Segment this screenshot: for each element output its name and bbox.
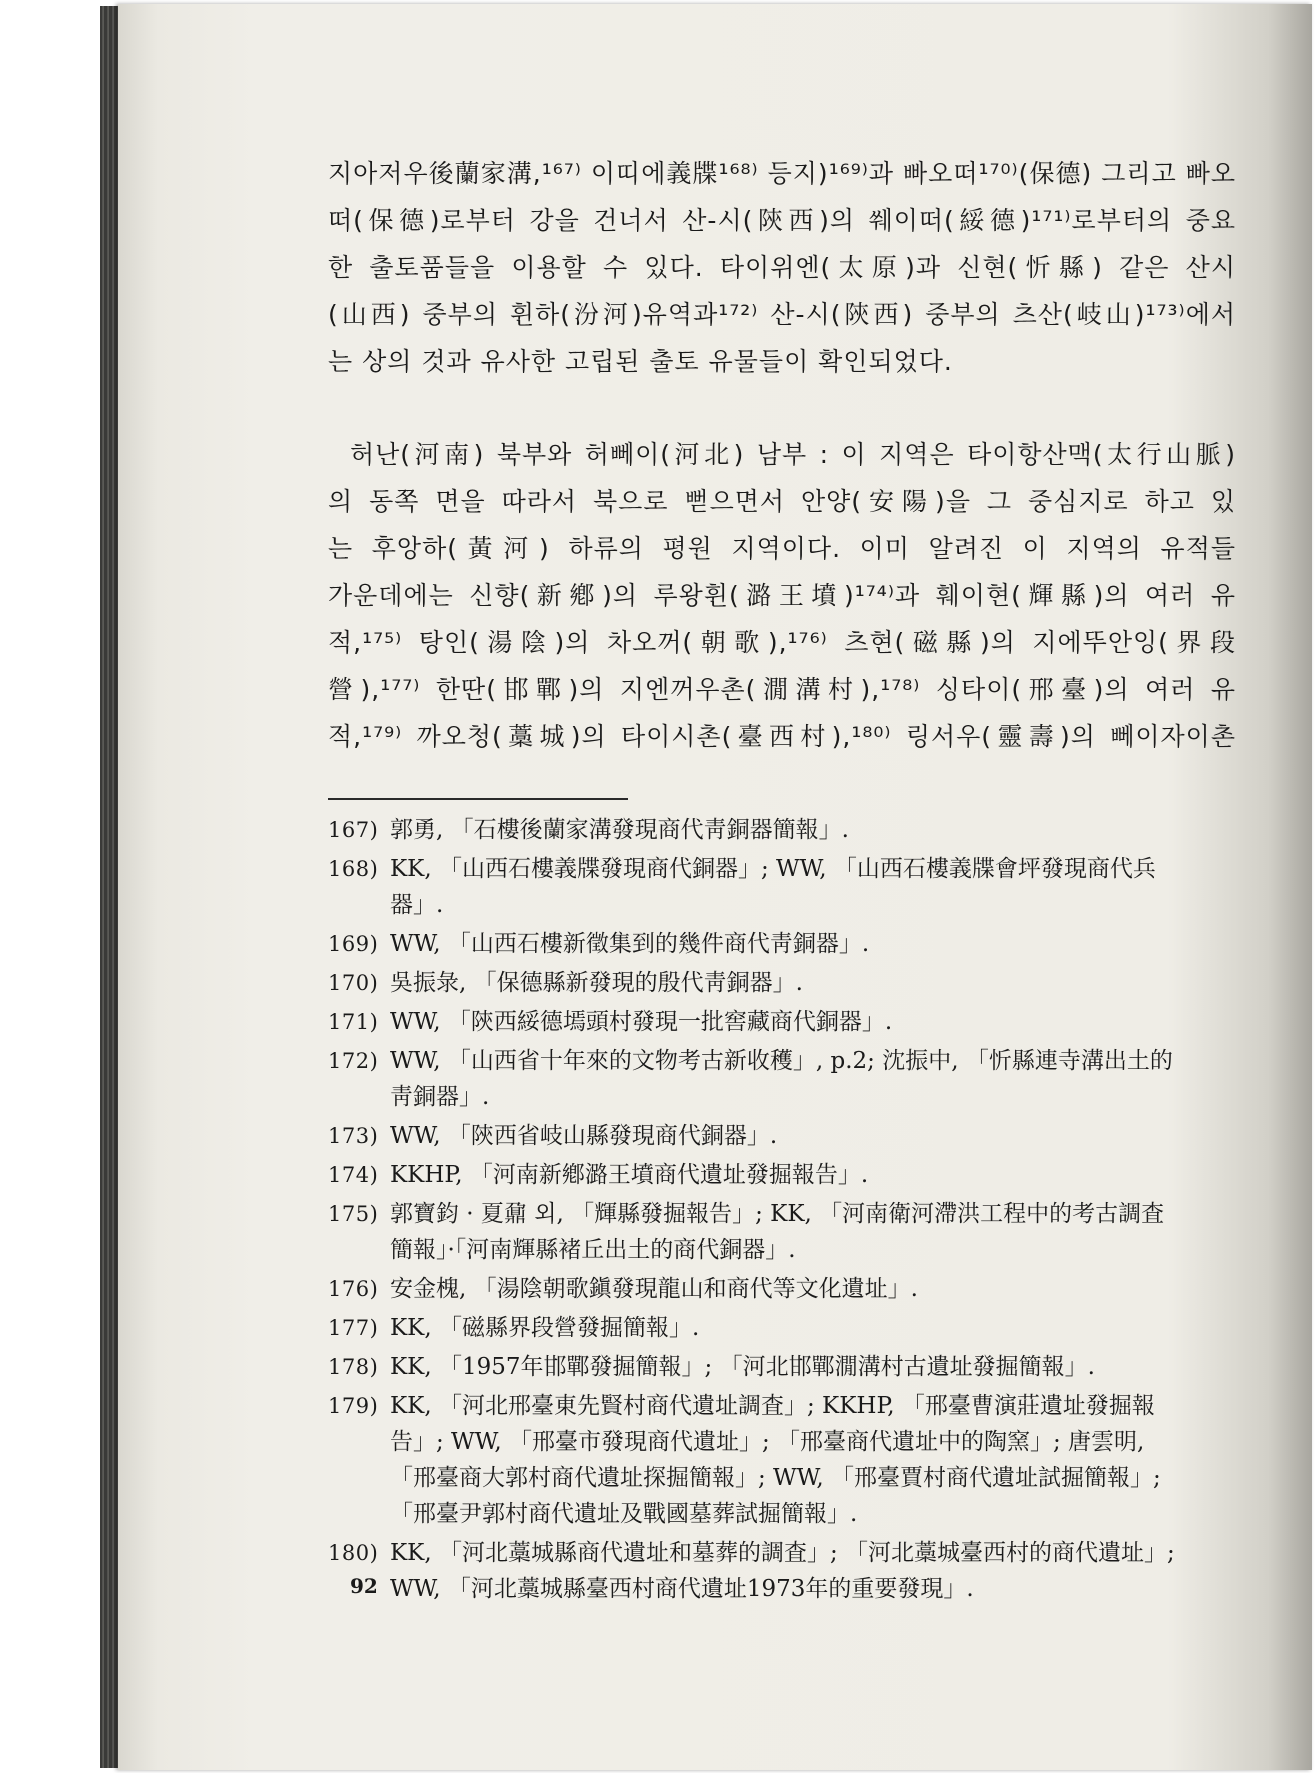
text-line: 는 상의 것과 유사한 고립된 출토 유물들이 확인되었다. <box>328 347 953 376</box>
footnote <box>328 812 1236 848</box>
footnote <box>328 851 1236 923</box>
footnote-text-line: KKHP, 「河南新鄕潞王墳商代遺址發掘報告」. <box>390 1162 869 1188</box>
footnote-text-line: KK, 「磁縣界段營發掘簡報」. <box>390 1315 700 1341</box>
footnote-text-line: 「邢臺商大郭村商代遺址探掘簡報」; WW, 「邢臺賈村商代遺址試掘簡報」; <box>390 1465 1161 1491</box>
body-paragraph-2 <box>328 431 1236 760</box>
footnote <box>328 1118 1236 1154</box>
footnote-text-line: 器」. <box>390 892 444 918</box>
footnote-text-line: 簡報」·「河南輝縣褚丘出土的商代銅器」. <box>390 1237 796 1263</box>
footnote-text-line: WW, 「山西省十年來的文物考古新收穫」, p.2; 沈振中, 「忻縣連寺溝出土的 <box>390 1048 1173 1074</box>
text-line: 는 후앙하(黃河) 하류의 평원 지역이다. 이미 알려진 이 지역의 유적들 <box>328 534 1236 563</box>
footnote-number: 169) <box>328 932 379 956</box>
text-line: (山西) 중부의 휜하(汾河)유역과¹⁷²⁾ 산-시(陝西) 중부의 츠산(岐山)¹⁷³⁾에서 <box>328 300 1236 329</box>
footnote <box>328 1271 1236 1307</box>
footnote <box>328 965 1236 1001</box>
footnote <box>328 1388 1236 1532</box>
footnote-text-line: KK, 「山西石樓義牒發現商代銅器」; WW, 「山西石樓義牒會坪發現商代兵 <box>390 856 1156 882</box>
footnote <box>328 1310 1236 1346</box>
footnote-number: 171) <box>328 1010 379 1034</box>
footnote-text-line: KK, 「河北邢臺東先賢村商代遺址調査」; KKHP, 「邢臺曹演莊遺址發掘報 <box>390 1393 1155 1419</box>
footnote <box>328 1157 1236 1193</box>
footnote-number: 172) <box>328 1049 379 1073</box>
text-line: 가운데에는 신향(新鄕)의 루왕휜(潞王墳)¹⁷⁴⁾과 훼이현(輝縣)의 여러 유 <box>328 581 1236 610</box>
text-line: 떠(保德)로부터 강을 건너서 산-시(陝西)의 쒜이떠(綏德)¹⁷¹⁾로부터의 중요 <box>328 206 1236 235</box>
footnote-text-line: 「邢臺尹郭村商代遺址及戰國墓葬試掘簡報」. <box>390 1501 858 1527</box>
text-line: 지아저우後蘭家溝,¹⁶⁷⁾ 이띠에義牒¹⁶⁸⁾ 등지)¹⁶⁹⁾과 빠오떠¹⁷⁰⁾(保德) 그리고 빠오 <box>328 159 1236 188</box>
footnote-text-line: WW, 「山西石樓新徵集到的幾件商代靑銅器」. <box>390 931 870 957</box>
footnote-number: 178) <box>328 1355 379 1379</box>
text-line: 적,¹⁷⁵⁾ 탕인(湯陰)의 차오꺼(朝歌),¹⁷⁶⁾ 츠현(磁縣)의 지에뚜안잉(界段 <box>328 628 1236 657</box>
footnotes-list <box>328 812 1236 1607</box>
text-line: 적,¹⁷⁹⁾ 까오청(藁城)의 타이시촌(臺西村),¹⁸⁰⁾ 링서우(靈壽)의 뻬이자이촌 <box>328 722 1236 751</box>
footnote <box>328 1043 1236 1115</box>
footnote-text-line: KK, 「河北藁城縣商代遺址和墓葬的調査」; 「河北藁城臺西村的商代遺址」; <box>390 1540 1175 1566</box>
footnote-text-line: KK, 「1957年邯鄲發掘簡報」; 「河北邯鄲㵎溝村古遺址發掘簡報」. <box>390 1354 1095 1380</box>
footnote <box>328 1004 1236 1040</box>
footnote-text-line: 告」; WW, 「邢臺市發現商代遺址」; 「邢臺商代遺址中的陶窯」; 唐雲明, <box>390 1429 1145 1455</box>
footnote-text-line: 吳振彔, 「保德縣新發現的殷代靑銅器」. <box>390 970 803 996</box>
footnote-number: 177) <box>328 1316 379 1340</box>
footnote-number: 174) <box>328 1163 379 1187</box>
footnote-number: 173) <box>328 1124 379 1148</box>
footnote-number: 179) <box>328 1394 379 1418</box>
footnote <box>328 1349 1236 1385</box>
footnote-text-line: 靑銅器」. <box>390 1084 490 1110</box>
footnote-text-line: 郭勇, 「石樓後蘭家溝發現商代靑銅器簡報」. <box>390 817 849 843</box>
page-number: 92 <box>350 1574 378 1598</box>
footnote-text-line: WW, 「陝西綏德墕頭村發現一批窖藏商代銅器」. <box>390 1009 893 1035</box>
footnote-text-line: 郭寶鈞 · 夏鼐 외, 「輝縣發掘報告」; KK, 「河南衛河滯洪工程中的考古調査 <box>390 1201 1165 1227</box>
footnote-text-line: 安金槐, 「湯陰朝歌鎭發現龍山和商代等文化遺址」. <box>390 1276 918 1302</box>
text-line: 營),¹⁷⁷⁾ 한딴(邯鄲)의 지엔꺼우촌(㵎溝村),¹⁷⁸⁾ 싱타이(邢臺)의 여러 유 <box>328 675 1236 704</box>
footnote-number: 170) <box>328 971 379 995</box>
text-line: 한 출토품들을 이용할 수 있다. 타이위엔(太原)과 신현(忻縣) 같은 산시 <box>328 253 1236 282</box>
footnote <box>328 1196 1236 1268</box>
text-line: 허난(河南) 북부와 허뻬이(河北) 남부 : 이 지역은 타이항산맥(太行山脈) <box>350 440 1236 469</box>
footnote <box>328 1535 1236 1607</box>
footnote-text-line: WW, 「陝西省岐山縣發現商代銅器」. <box>390 1123 778 1149</box>
text-line: 의 동쪽 면을 따라서 북으로 뻗으면서 안양(安陽)을 그 중심지로 하고 있 <box>328 487 1236 516</box>
footnote-number: 176) <box>328 1277 379 1301</box>
footnote-number: 175) <box>328 1202 379 1226</box>
body-paragraph-1 <box>328 150 1236 385</box>
footnote-number: 180) <box>328 1541 379 1565</box>
page-content <box>328 150 1236 1610</box>
footnote-text-line: WW, 「河北藁城縣臺西村商代遺址1973年的重要發現」. <box>390 1576 974 1602</box>
footnote-number: 167) <box>328 818 379 842</box>
footnote-divider <box>328 798 628 800</box>
footnote-number: 168) <box>328 857 379 881</box>
footnote <box>328 926 1236 962</box>
